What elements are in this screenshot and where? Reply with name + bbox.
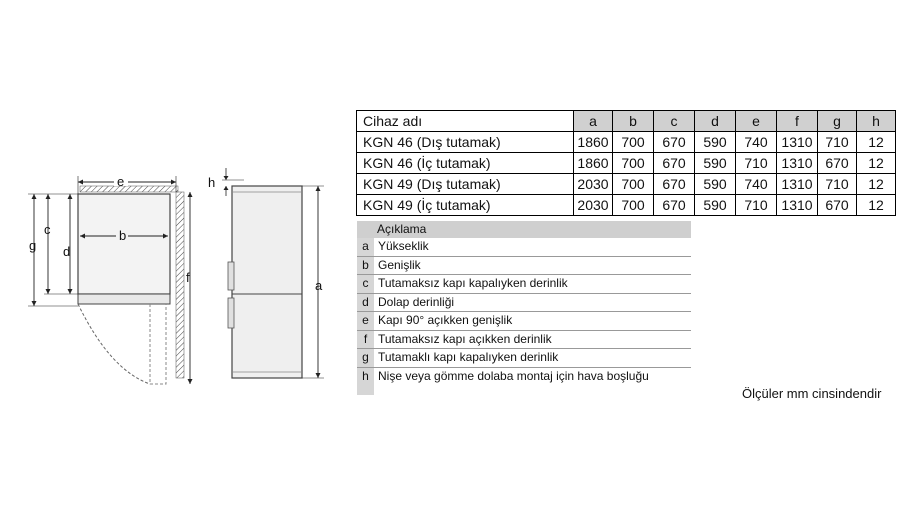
- legend-header: [357, 221, 691, 238]
- legend-key: b: [357, 257, 374, 275]
- legend-key: f: [357, 331, 374, 349]
- cell: 700: [613, 153, 654, 174]
- lower-handle: [228, 298, 234, 328]
- cell: 710: [736, 195, 777, 216]
- cell: 1310: [777, 153, 818, 174]
- cell: 710: [818, 132, 857, 153]
- cell: 1860: [574, 153, 613, 174]
- table-header-row: [357, 111, 896, 132]
- label-h: h: [208, 175, 216, 190]
- door-top-view: [78, 294, 170, 304]
- door-swing-arc: [78, 304, 150, 384]
- wall-hatch-top: [80, 186, 178, 192]
- top-view: [28, 172, 193, 384]
- table-row: [357, 132, 896, 153]
- cell: 2030: [574, 195, 613, 216]
- cell: 1310: [777, 174, 818, 195]
- cell: 710: [818, 174, 857, 195]
- legend-key: a: [357, 238, 374, 256]
- legend-key: d: [357, 294, 374, 312]
- legend-text: Nişe veya gömme dolaba montaj için hava boşluğu: [378, 368, 649, 383]
- door-open-outline: [150, 304, 166, 384]
- label-b: b: [119, 228, 127, 243]
- legend-item: [357, 294, 691, 313]
- header-col: g: [818, 111, 857, 132]
- legend-item: [357, 275, 691, 294]
- cell: 1310: [777, 195, 818, 216]
- legend-item: [357, 349, 691, 368]
- legend-text: Dolap derinliği: [378, 294, 455, 309]
- cell: 590: [695, 174, 736, 195]
- header-col: h: [857, 111, 896, 132]
- legend-text: Tutamaklı kapı kapalıyken derinlik: [378, 350, 559, 364]
- header-col: c: [654, 111, 695, 132]
- cell: 1310: [777, 132, 818, 153]
- legend-key: c: [357, 275, 374, 293]
- legend-text: Yükseklik: [378, 239, 429, 253]
- legend-text: Genişlik: [378, 257, 421, 272]
- legend-item: [357, 312, 691, 331]
- fridge-body: [232, 186, 302, 378]
- legend-key: e: [357, 312, 374, 330]
- cabinet-top-view: [78, 194, 170, 294]
- cell: 12: [857, 132, 896, 153]
- legend-key: g: [357, 349, 374, 367]
- dimensions-table: [356, 110, 896, 216]
- table-row: [357, 195, 896, 216]
- header-col: d: [695, 111, 736, 132]
- cell: 670: [654, 174, 695, 195]
- legend: [357, 221, 691, 395]
- header-col: b: [613, 111, 654, 132]
- header-name: Cihaz adı: [357, 111, 574, 132]
- cell: 710: [736, 153, 777, 174]
- legend-item: [357, 368, 691, 386]
- cell: 590: [695, 195, 736, 216]
- cell: 670: [654, 153, 695, 174]
- cell: 700: [613, 195, 654, 216]
- legend-title: Açıklama: [377, 222, 427, 236]
- units-note: Ölçüler mm cinsindendir: [742, 386, 882, 401]
- label-f: f: [186, 270, 190, 285]
- legend-item: [357, 331, 691, 350]
- dimension-diagram: [0, 0, 340, 506]
- cell: 12: [857, 195, 896, 216]
- row-name: KGN 49 (İç tutamak): [357, 195, 574, 216]
- cell: 12: [857, 153, 896, 174]
- legend-text: Tutamaksız kapı açıkken derinlik: [378, 331, 552, 346]
- table-row: [357, 174, 896, 195]
- label-e: e: [117, 174, 125, 189]
- table-row: [357, 153, 896, 174]
- front-view: [208, 168, 324, 378]
- legend-text: Tutamaksız kapı kapalıyken derinlik: [378, 276, 568, 290]
- row-name: KGN 49 (Dış tutamak): [357, 174, 574, 195]
- cell: 590: [695, 132, 736, 153]
- cell: 700: [613, 132, 654, 153]
- upper-handle: [228, 262, 234, 290]
- cell: 670: [654, 132, 695, 153]
- cell: 740: [736, 132, 777, 153]
- cell: 670: [818, 195, 857, 216]
- legend-item: [357, 257, 691, 276]
- legend-key: h: [357, 368, 374, 386]
- cell: 700: [613, 174, 654, 195]
- row-name: KGN 46 (Dış tutamak): [357, 132, 574, 153]
- label-c: c: [44, 222, 51, 237]
- cell: 740: [736, 174, 777, 195]
- header-col: a: [574, 111, 613, 132]
- cell: 670: [654, 195, 695, 216]
- legend-text: Kapı 90° açıkken genişlik: [378, 313, 513, 327]
- label-d: d: [63, 244, 71, 259]
- legend-item: [357, 238, 691, 257]
- label-g: g: [29, 238, 37, 253]
- wall-hatch-right: [176, 192, 184, 378]
- cell: 670: [818, 153, 857, 174]
- cell: 2030: [574, 174, 613, 195]
- cell: 590: [695, 153, 736, 174]
- header-col: e: [736, 111, 777, 132]
- cell: 12: [857, 174, 896, 195]
- row-name: KGN 46 (İç tutamak): [357, 153, 574, 174]
- header-col: f: [777, 111, 818, 132]
- cell: 1860: [574, 132, 613, 153]
- label-a: a: [315, 278, 323, 293]
